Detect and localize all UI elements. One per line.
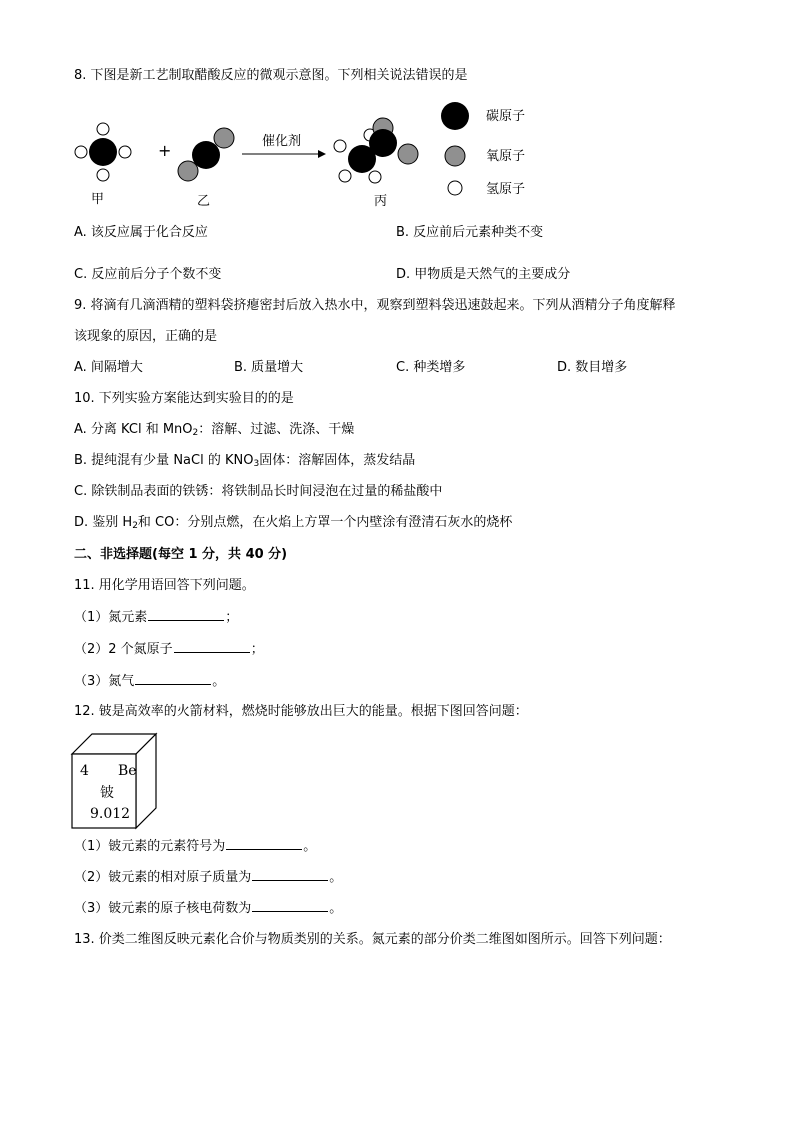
q10-option-d [74, 514, 512, 532]
q10-a-text-end: ：溶解、过滤、洗涤、干燥 [198, 422, 355, 437]
q12-item-2-label: （2）铍元素的相对原子质量为 [74, 870, 252, 885]
label-bing: 丙 [374, 194, 388, 209]
q8-option-d: D. 甲物质是天然气的主要成分 [396, 267, 571, 282]
atomic-number: 4 [80, 763, 89, 779]
oxygen-atom [398, 144, 418, 164]
hydrogen-atom [75, 146, 87, 158]
q10-a-text: A. 分离 KCl 和 MnO [74, 422, 193, 437]
q11-item-2 [74, 640, 264, 659]
answer-blank[interactable] [252, 899, 328, 912]
punct: ； [250, 642, 264, 657]
q12-item-2 [74, 868, 342, 887]
answer-blank[interactable] [135, 672, 211, 685]
hydrogen-legend-icon [448, 181, 462, 195]
legend-carbon-label: 碳原子 [486, 109, 526, 124]
q8-stem: 8. 下图是新工艺制取醋酸反应的微观示意图。下列相关说法错误的是 [74, 68, 468, 83]
q9-option-d: D. 数目增多 [557, 360, 628, 375]
subscript: 2 [192, 428, 199, 438]
q10-option-b [74, 452, 415, 470]
q11-stem: 11. 用化学用语回答下列问题。 [74, 578, 255, 593]
punct: 。 [329, 901, 343, 916]
subscript: 3 [253, 459, 260, 469]
hydrogen-atom [119, 146, 131, 158]
q11-item-2-label: （2）2 个氮原子 [74, 642, 173, 657]
element-name: 铍 [100, 785, 114, 801]
q8-option-b: B. 反应前后元素种类不变 [396, 225, 544, 240]
q9-option-c: C. 种类增多 [396, 360, 466, 375]
label-jia: 甲 [91, 192, 105, 207]
q12-item-3 [74, 899, 342, 918]
element-cell-cube [68, 730, 160, 830]
hydrogen-atom [97, 123, 109, 135]
arrow-head-icon [318, 150, 326, 158]
q12-item-1 [74, 837, 316, 856]
punct: ； [225, 610, 239, 625]
carbon-legend-icon [441, 102, 469, 130]
punct: 。 [329, 870, 343, 885]
q10-b-text: B. 提纯混有少量 NaCl 的 KNO [74, 453, 254, 468]
hydrogen-atom [339, 170, 351, 182]
punct: 。 [212, 674, 226, 689]
q8-option-c: C. 反应前后分子个数不变 [74, 267, 222, 282]
element-symbol: Be [118, 763, 137, 779]
q10-d-text: D. 鉴别 H [74, 515, 133, 530]
q12-item-3-label: （3）铍元素的原子核电荷数为 [74, 901, 252, 916]
molecule-bing [334, 118, 418, 183]
legend-oxygen-label: 氧原子 [486, 149, 526, 164]
oxygen-atom [214, 128, 234, 148]
q10-b-text-end: 固体：溶解固体，蒸发结晶 [259, 453, 416, 468]
carbon-atom [89, 138, 117, 166]
label-yi: 乙 [197, 194, 211, 209]
oxygen-legend-icon [445, 146, 465, 166]
q9-option-a: A. 间隔增大 [74, 360, 143, 375]
q11-item-1-label: （1）氮元素 [74, 610, 148, 625]
hydrogen-atom [334, 140, 346, 152]
q9-stem-line1: 9. 将滴有几滴酒精的塑料袋挤瘪密封后放入热水中，观察到塑料袋迅速鼓起来。下列从酒精分子角度解释 [74, 298, 676, 313]
answer-blank[interactable] [252, 868, 328, 881]
subscript: 2 [132, 521, 138, 531]
molecule-jia [75, 123, 131, 181]
carbon-atom [348, 145, 376, 173]
q13-stem: 13. 价类二维图反映元素化合价与物质类别的关系。氮元素的部分价类二维图如图所示。回答下列问题： [74, 932, 671, 947]
legend-hydrogen-label: 氢原子 [486, 182, 526, 197]
q11-item-3-label: （3）氮气 [74, 674, 135, 689]
answer-blank[interactable] [174, 640, 250, 653]
molecule-yi [178, 128, 234, 181]
catalyst-label: 催化剂 [262, 134, 302, 149]
hydrogen-atom [97, 169, 109, 181]
q12-item-1-label: （1）铍元素的元素符号为 [74, 839, 226, 854]
q8-option-a: A. 该反应属于化合反应 [74, 225, 208, 240]
punct: 。 [303, 839, 317, 854]
q10-option-a [74, 421, 354, 439]
answer-blank[interactable] [148, 608, 224, 621]
hydrogen-atom [369, 171, 381, 183]
q9-stem-line2: 该现象的原因，正确的是 [74, 329, 218, 344]
oxygen-atom [178, 161, 198, 181]
q9-option-b: B. 质量增大 [234, 360, 304, 375]
answer-blank[interactable] [226, 837, 302, 850]
q11-item-3 [74, 672, 225, 691]
plus-sign: + [158, 141, 172, 160]
section-title: 二、非选择题(每空 1 分，共 40 分) [74, 547, 288, 562]
q12-stem: 12. 铍是高效率的火箭材料，燃烧时能够放出巨大的能量。根据下图回答问题： [74, 704, 528, 719]
atomic-mass: 9.012 [90, 806, 131, 822]
q10-d-text-end: 和 CO：分别点燃，在火焰上方罩一个内壁涂有澄清石灰水的烧杯 [137, 515, 513, 530]
q11-item-1 [74, 608, 238, 627]
q10-stem: 10. 下列实验方案能达到实验目的的是 [74, 391, 294, 406]
q10-option-c: C. 除铁制品表面的铁锈：将铁制品长时间浸泡在过量的稀盐酸中 [74, 484, 443, 499]
atom-legend [438, 98, 558, 208]
